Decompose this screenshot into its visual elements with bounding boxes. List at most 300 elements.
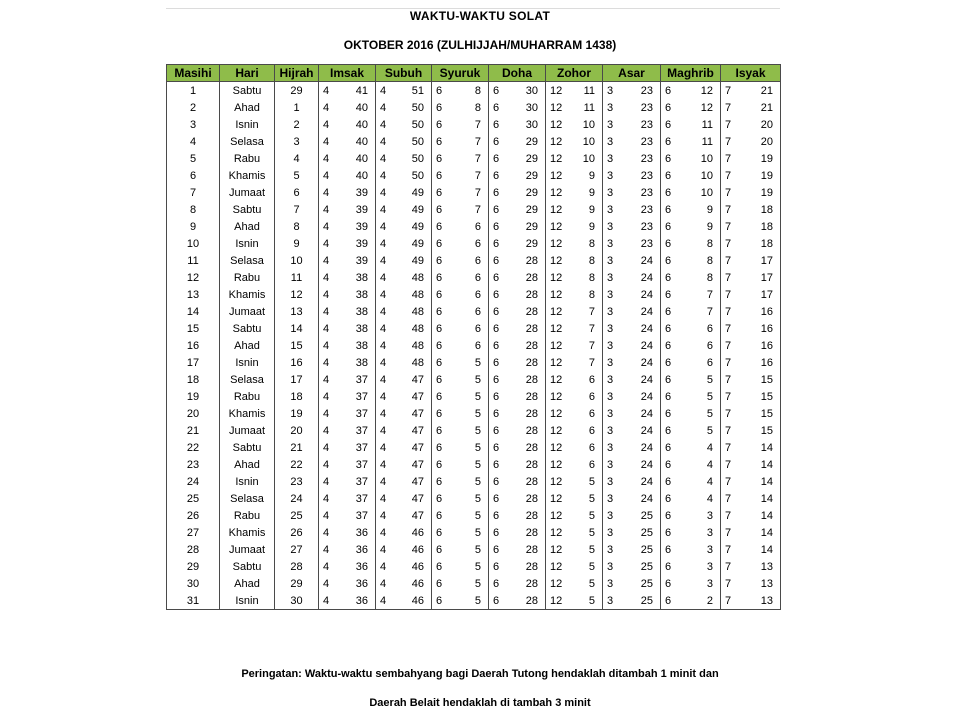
subuh-minute: 48: [411, 305, 424, 318]
zohor-hour: 12: [550, 101, 563, 114]
imsak-hour: 4: [323, 475, 330, 488]
table-row: [167, 371, 781, 388]
cell-isyak: [721, 150, 781, 167]
cell-zohor: [546, 269, 603, 286]
doha-hour: 6: [493, 288, 500, 301]
subuh-minute: 50: [411, 152, 424, 165]
asar-minute: 24: [640, 407, 653, 420]
subuh-minute: 50: [411, 118, 424, 131]
cell-subuh: [376, 473, 432, 490]
cell-zohor: [546, 150, 603, 167]
zohor-minute: 8: [588, 271, 595, 284]
asar-hour: 3: [607, 271, 614, 284]
cell-asar: [603, 422, 661, 439]
asar-minute: 23: [640, 135, 653, 148]
cell-masihi: 14: [167, 303, 220, 320]
isyak-minute: 17: [760, 288, 773, 301]
isyak-minute: 15: [760, 407, 773, 420]
asar-minute: 24: [640, 356, 653, 369]
imsak-minute: 40: [355, 101, 368, 114]
cell-hari: Sabtu: [220, 439, 275, 456]
imsak-hour: 4: [323, 390, 330, 403]
cell-syuruk: [432, 337, 489, 354]
cell-asar: [603, 167, 661, 184]
subuh-minute: 50: [411, 135, 424, 148]
syuruk-hour: 6: [436, 526, 443, 539]
zohor-hour: 12: [550, 509, 563, 522]
zohor-minute: 8: [588, 254, 595, 267]
isyak-minute: 14: [760, 458, 773, 471]
imsak-minute: 40: [355, 135, 368, 148]
cell-doha: [489, 473, 546, 490]
syuruk-minute: 7: [474, 118, 481, 131]
table-row: [167, 235, 781, 252]
doha-hour: 6: [493, 237, 500, 250]
imsak-hour: 4: [323, 339, 330, 352]
syuruk-minute: 6: [474, 322, 481, 335]
cell-doha: [489, 592, 546, 610]
cell-maghrib: [661, 473, 721, 490]
cell-syuruk: [432, 575, 489, 592]
cell-subuh: [376, 507, 432, 524]
syuruk-minute: 7: [474, 186, 481, 199]
maghrib-hour: 6: [665, 237, 672, 250]
doha-hour: 6: [493, 271, 500, 284]
zohor-minute: 6: [588, 390, 595, 403]
cell-doha: [489, 218, 546, 235]
maghrib-minute: 6: [706, 339, 713, 352]
syuruk-hour: 6: [436, 203, 443, 216]
zohor-minute: 11: [583, 101, 595, 114]
cell-isyak: [721, 592, 781, 610]
subuh-hour: 4: [380, 509, 387, 522]
cell-masihi: 15: [167, 320, 220, 337]
maghrib-minute: 5: [706, 407, 713, 420]
cell-doha: [489, 575, 546, 592]
subuh-hour: 4: [380, 594, 387, 607]
isyak-hour: 7: [725, 271, 732, 284]
cell-asar: [603, 439, 661, 456]
subuh-hour: 4: [380, 577, 387, 590]
cell-subuh: [376, 286, 432, 303]
cell-hari: Ahad: [220, 337, 275, 354]
isyak-hour: 7: [725, 118, 732, 131]
cell-subuh: [376, 388, 432, 405]
syuruk-hour: 6: [436, 560, 443, 573]
cell-zohor: [546, 235, 603, 252]
syuruk-minute: 6: [474, 339, 481, 352]
table-row: [167, 558, 781, 575]
asar-minute: 23: [640, 220, 653, 233]
doha-hour: 6: [493, 305, 500, 318]
isyak-minute: 18: [760, 203, 773, 216]
cell-asar: [603, 303, 661, 320]
doha-minute: 29: [525, 152, 538, 165]
syuruk-hour: 6: [436, 509, 443, 522]
cell-masihi: 4: [167, 133, 220, 150]
imsak-minute: 37: [355, 441, 368, 454]
zohor-hour: 12: [550, 220, 563, 233]
cell-imsak: [319, 541, 376, 558]
zohor-minute: 5: [588, 594, 595, 607]
cell-maghrib: [661, 354, 721, 371]
asar-minute: 24: [640, 373, 653, 386]
syuruk-hour: 6: [436, 288, 443, 301]
isyak-hour: 7: [725, 84, 732, 97]
asar-minute: 24: [640, 322, 653, 335]
cell-isyak: [721, 133, 781, 150]
asar-minute: 24: [640, 254, 653, 267]
asar-hour: 3: [607, 84, 614, 97]
asar-hour: 3: [607, 305, 614, 318]
cell-hijrah: 27: [275, 541, 319, 558]
cell-hari: Isnin: [220, 235, 275, 252]
cell-maghrib: [661, 592, 721, 610]
cell-syuruk: [432, 558, 489, 575]
doha-minute: 28: [525, 288, 538, 301]
cell-syuruk: [432, 201, 489, 218]
cell-imsak: [319, 201, 376, 218]
cell-asar: [603, 320, 661, 337]
cell-doha: [489, 252, 546, 269]
cell-syuruk: [432, 422, 489, 439]
maghrib-hour: 6: [665, 458, 672, 471]
cell-zohor: [546, 592, 603, 610]
asar-minute: 25: [640, 594, 653, 607]
cell-hijrah: 11: [275, 269, 319, 286]
subuh-hour: 4: [380, 101, 387, 114]
doha-minute: 28: [525, 390, 538, 403]
syuruk-hour: 6: [436, 339, 443, 352]
cell-imsak: [319, 99, 376, 116]
cell-isyak: [721, 269, 781, 286]
subuh-minute: 48: [411, 288, 424, 301]
cell-zohor: [546, 99, 603, 116]
header-syuruk: Syuruk: [432, 65, 489, 82]
zohor-minute: 6: [588, 407, 595, 420]
cell-syuruk: [432, 524, 489, 541]
cell-zohor: [546, 116, 603, 133]
asar-hour: 3: [607, 135, 614, 148]
syuruk-minute: 5: [474, 441, 481, 454]
table-row: [167, 422, 781, 439]
asar-minute: 25: [640, 509, 653, 522]
cell-zohor: [546, 507, 603, 524]
maghrib-minute: 8: [706, 254, 713, 267]
cell-maghrib: [661, 218, 721, 235]
subuh-hour: 4: [380, 237, 387, 250]
cell-zohor: [546, 286, 603, 303]
cell-isyak: [721, 473, 781, 490]
maghrib-minute: 6: [706, 322, 713, 335]
maghrib-minute: 10: [700, 169, 713, 182]
doha-hour: 6: [493, 203, 500, 216]
cell-asar: [603, 456, 661, 473]
isyak-minute: 18: [760, 220, 773, 233]
imsak-hour: 4: [323, 203, 330, 216]
imsak-hour: 4: [323, 509, 330, 522]
isyak-minute: 21: [760, 84, 773, 97]
zohor-hour: 12: [550, 254, 563, 267]
zohor-hour: 12: [550, 186, 563, 199]
asar-minute: 23: [640, 237, 653, 250]
imsak-minute: 37: [355, 390, 368, 403]
doha-hour: 6: [493, 152, 500, 165]
cell-hari: Rabu: [220, 388, 275, 405]
cell-asar: [603, 405, 661, 422]
imsak-hour: 4: [323, 373, 330, 386]
cell-isyak: [721, 286, 781, 303]
cell-syuruk: [432, 354, 489, 371]
cell-subuh: [376, 405, 432, 422]
table-row: [167, 405, 781, 422]
asar-minute: 24: [640, 458, 653, 471]
cell-isyak: [721, 354, 781, 371]
subuh-hour: 4: [380, 543, 387, 556]
subuh-hour: 4: [380, 135, 387, 148]
cell-maghrib: [661, 405, 721, 422]
cell-hijrah: 15: [275, 337, 319, 354]
isyak-hour: 7: [725, 339, 732, 352]
isyak-minute: 14: [760, 475, 773, 488]
table-row: [167, 524, 781, 541]
cell-isyak: [721, 388, 781, 405]
cell-maghrib: [661, 524, 721, 541]
cell-subuh: [376, 337, 432, 354]
subuh-minute: 46: [411, 594, 424, 607]
zohor-hour: 12: [550, 203, 563, 216]
cell-maghrib: [661, 99, 721, 116]
cell-isyak: [721, 201, 781, 218]
maghrib-minute: 3: [706, 509, 713, 522]
cell-hijrah: 10: [275, 252, 319, 269]
cell-imsak: [319, 422, 376, 439]
syuruk-hour: 6: [436, 390, 443, 403]
table-row: [167, 507, 781, 524]
maghrib-hour: 6: [665, 288, 672, 301]
maghrib-minute: 3: [706, 526, 713, 539]
imsak-minute: 39: [355, 220, 368, 233]
cell-hijrah: 5: [275, 167, 319, 184]
syuruk-minute: 7: [474, 152, 481, 165]
cell-zohor: [546, 133, 603, 150]
doha-hour: 6: [493, 373, 500, 386]
cell-doha: [489, 167, 546, 184]
cell-imsak: [319, 184, 376, 201]
syuruk-hour: 6: [436, 186, 443, 199]
imsak-minute: 37: [355, 424, 368, 437]
maghrib-minute: 8: [706, 271, 713, 284]
cell-hijrah: 14: [275, 320, 319, 337]
asar-hour: 3: [607, 186, 614, 199]
syuruk-minute: 6: [474, 305, 481, 318]
doha-hour: 6: [493, 458, 500, 471]
maghrib-minute: 3: [706, 577, 713, 590]
cell-asar: [603, 235, 661, 252]
subuh-minute: 48: [411, 339, 424, 352]
cell-hari: Khamis: [220, 524, 275, 541]
zohor-minute: 6: [588, 424, 595, 437]
maghrib-hour: 6: [665, 594, 672, 607]
cell-hijrah: 26: [275, 524, 319, 541]
zohor-minute: 6: [588, 373, 595, 386]
zohor-hour: 12: [550, 492, 563, 505]
asar-minute: 24: [640, 271, 653, 284]
cell-hari: Sabtu: [220, 82, 275, 100]
maghrib-minute: 11: [701, 118, 713, 131]
cell-hijrah: 8: [275, 218, 319, 235]
isyak-minute: 20: [760, 118, 773, 131]
zohor-hour: 12: [550, 475, 563, 488]
cell-subuh: [376, 235, 432, 252]
imsak-minute: 38: [355, 271, 368, 284]
imsak-hour: 4: [323, 152, 330, 165]
cell-hari: Isnin: [220, 354, 275, 371]
header-hari: Hari: [220, 65, 275, 82]
cell-masihi: 30: [167, 575, 220, 592]
maghrib-hour: 6: [665, 560, 672, 573]
subuh-hour: 4: [380, 339, 387, 352]
maghrib-minute: 10: [700, 186, 713, 199]
cell-zohor: [546, 405, 603, 422]
table-row: [167, 388, 781, 405]
cell-maghrib: [661, 235, 721, 252]
cell-subuh: [376, 456, 432, 473]
cell-hari: Selasa: [220, 371, 275, 388]
doha-hour: 6: [493, 84, 500, 97]
cell-isyak: [721, 422, 781, 439]
imsak-hour: 4: [323, 118, 330, 131]
subuh-minute: 47: [411, 492, 424, 505]
cell-zohor: [546, 558, 603, 575]
cell-hari: Ahad: [220, 575, 275, 592]
cell-zohor: [546, 167, 603, 184]
zohor-minute: 9: [588, 169, 595, 182]
imsak-hour: 4: [323, 169, 330, 182]
cell-hari: Isnin: [220, 473, 275, 490]
cell-asar: [603, 218, 661, 235]
table-row: [167, 201, 781, 218]
cell-zohor: [546, 371, 603, 388]
asar-hour: 3: [607, 560, 614, 573]
maghrib-minute: 3: [706, 543, 713, 556]
table-row: [167, 490, 781, 507]
cell-hari: Isnin: [220, 116, 275, 133]
maghrib-hour: 6: [665, 118, 672, 131]
cell-hijrah: 23: [275, 473, 319, 490]
table-row: [167, 303, 781, 320]
maghrib-minute: 7: [706, 305, 713, 318]
table-row: [167, 575, 781, 592]
doha-minute: 28: [525, 407, 538, 420]
cell-asar: [603, 558, 661, 575]
isyak-hour: 7: [725, 373, 732, 386]
asar-hour: 3: [607, 237, 614, 250]
zohor-minute: 7: [588, 356, 595, 369]
zohor-minute: 5: [588, 543, 595, 556]
table-row: [167, 337, 781, 354]
cell-masihi: 25: [167, 490, 220, 507]
doha-hour: 6: [493, 594, 500, 607]
cell-subuh: [376, 490, 432, 507]
cell-masihi: 18: [167, 371, 220, 388]
cell-subuh: [376, 575, 432, 592]
isyak-hour: 7: [725, 390, 732, 403]
imsak-hour: 4: [323, 458, 330, 471]
imsak-minute: 36: [355, 560, 368, 573]
cell-masihi: 17: [167, 354, 220, 371]
asar-minute: 24: [640, 441, 653, 454]
doha-hour: 6: [493, 339, 500, 352]
cell-syuruk: [432, 133, 489, 150]
subuh-hour: 4: [380, 305, 387, 318]
zohor-minute: 7: [588, 322, 595, 335]
syuruk-minute: 5: [474, 526, 481, 539]
imsak-hour: 4: [323, 594, 330, 607]
maghrib-hour: 6: [665, 390, 672, 403]
cell-doha: [489, 422, 546, 439]
cell-syuruk: [432, 320, 489, 337]
cell-hijrah: 2: [275, 116, 319, 133]
isyak-hour: 7: [725, 186, 732, 199]
syuruk-minute: 5: [474, 356, 481, 369]
cell-zohor: [546, 218, 603, 235]
cell-masihi: 9: [167, 218, 220, 235]
syuruk-hour: 6: [436, 543, 443, 556]
cell-masihi: 8: [167, 201, 220, 218]
syuruk-hour: 6: [436, 135, 443, 148]
doha-minute: 28: [525, 305, 538, 318]
zohor-hour: 12: [550, 424, 563, 437]
asar-minute: 25: [640, 560, 653, 573]
syuruk-hour: 6: [436, 356, 443, 369]
isyak-minute: 14: [760, 509, 773, 522]
table-row: [167, 167, 781, 184]
zohor-minute: 7: [588, 305, 595, 318]
asar-hour: 3: [607, 407, 614, 420]
cell-maghrib: [661, 575, 721, 592]
syuruk-hour: 6: [436, 577, 443, 590]
cell-isyak: [721, 218, 781, 235]
cell-asar: [603, 116, 661, 133]
cell-maghrib: [661, 82, 721, 100]
imsak-minute: 39: [355, 237, 368, 250]
asar-hour: 3: [607, 475, 614, 488]
cell-masihi: 21: [167, 422, 220, 439]
cell-masihi: 31: [167, 592, 220, 610]
imsak-minute: 38: [355, 305, 368, 318]
cell-imsak: [319, 116, 376, 133]
cell-maghrib: [661, 303, 721, 320]
cell-masihi: 24: [167, 473, 220, 490]
syuruk-hour: 6: [436, 594, 443, 607]
cell-syuruk: [432, 167, 489, 184]
doha-minute: 28: [525, 543, 538, 556]
maghrib-minute: 5: [706, 373, 713, 386]
imsak-hour: 4: [323, 186, 330, 199]
cell-doha: [489, 524, 546, 541]
cell-doha: [489, 456, 546, 473]
cell-maghrib: [661, 320, 721, 337]
doha-minute: 28: [525, 560, 538, 573]
asar-minute: 23: [640, 169, 653, 182]
cell-doha: [489, 388, 546, 405]
zohor-hour: 12: [550, 526, 563, 539]
cell-doha: [489, 507, 546, 524]
imsak-hour: 4: [323, 322, 330, 335]
subuh-hour: 4: [380, 356, 387, 369]
syuruk-minute: 5: [474, 390, 481, 403]
